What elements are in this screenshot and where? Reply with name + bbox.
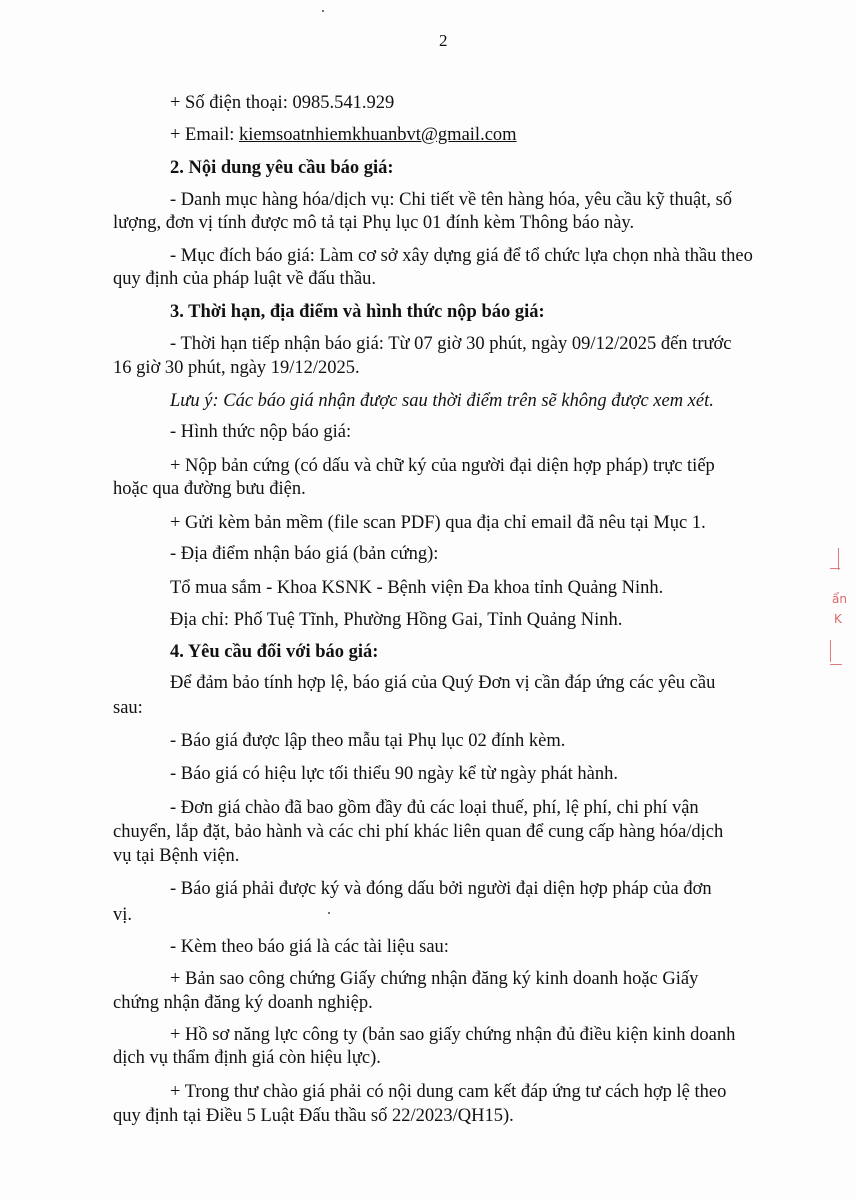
price-line-3: vụ tại Bệnh viện. xyxy=(113,846,240,866)
attachment-3-line-1: + Trong thư chào giá phải có nội dung cam kết đáp ứng tư cách hợp lệ theo xyxy=(170,1082,727,1102)
late-submission-note: Lưu ý: Các báo giá nhận được sau thời điểm trên sẽ không được xem xét. xyxy=(170,391,714,411)
hard-copy-line-2: hoặc qua đường bưu điện. xyxy=(113,479,306,499)
section-2-heading: 2. Nội dung yêu cầu báo giá: xyxy=(170,158,394,178)
purpose-line-2: quy định của pháp luật về đấu thầu. xyxy=(113,269,377,289)
email-label: + Email: xyxy=(170,125,240,145)
requirements-intro-line-2: sau: xyxy=(113,698,143,718)
page-number: 2 xyxy=(439,31,448,50)
price-line-1: - Đơn giá chào đã bao gồm đầy đủ các loại thuế, phí, lệ phí, chi phí vận xyxy=(170,798,699,818)
email-line xyxy=(170,124,517,146)
attachment-1-line-1: + Bản sao công chứng Giấy chứng nhận đăng ký kinh doanh hoặc Giấy xyxy=(170,969,699,989)
signature-line-1: - Báo giá phải được ký và đóng dấu bởi người đại diện hợp pháp của đơn xyxy=(170,879,712,899)
document-page: 2 + Số điện thoại: 0985.541.929 + Email: kiemsoatnhiemkhuanbvt@gmail.com 2. Nội dung yêu cầu báo giá: - Danh mục hàng hóa/dịch vụ: Chi tiết về tên hàng hóa, yêu cầu kỹ thuật, số lượng, đơn vị tính được mô tả tại Phụ lục 01 đính kèm Thông báo này. - Mục đích báo giá: Làm cơ sở xây dựng giá để tổ chức lựa chọn nhà thầu theo quy định của pháp luật về đấu thầu. 3. Thời hạn, địa điểm và hình thức nộp báo giá: - Thời hạn tiếp nhận báo giá: Từ 07 giờ 30 phút, ngày 09/12/2025 đến trước 16 giờ 30 phút, ngày 19/12/2025. Lưu ý: Các báo giá nhận được sau thời điểm trên sẽ không được xem xét. - Hình thức nộp báo giá: + Nộp bản cứng (có dấu và chữ ký của người đại diện hợp pháp) trực tiếp hoặc qua đường bưu điện. + Gửi kèm bản mềm (file scan PDF) qua địa chỉ email đã nêu tại Mục 1. - Địa điểm nhận báo giá (bản cứng): Tổ mua sắm - Khoa KSNK - Bệnh viện Đa khoa tỉnh Quảng Ninh. Địa chỉ: Phố Tuệ Tĩnh, Phường Hồng Gai, Tỉnh Quảng Ninh. 4. Yêu cầu đối với báo giá: Để đảm bảo tính hợp lệ, báo giá của Quý Đơn vị cần đáp ứng các yêu cầu sau: - Báo giá được lập theo mẫu tại Phụ lục 02 đính kèm. - Báo giá có hiệu lực tối thiểu 90 ngày kể từ ngày phát hành. - Đơn giá chào đã bao gồm đầy đủ các loại thuế, phí, lệ phí, chi phí vận chuyển, lắp đặt, bảo hành và các chi phí khác liên quan để cung cấp hàng hóa/dịch vụ tại Bệnh viện. - Báo giá phải được ký và đóng dấu bởi người đại diện hợp pháp của đơn vị. - Kèm theo báo giá là các tài liệu sau: + Bản sao công chứng Giấy chứng nhận đăng ký kinh doanh hoặc Giấy chứng nhận đăng ký doanh nghiệp. + Hồ sơ năng lực công ty (bản sao giấy chứng nhận đủ điều kiện kinh doanh dịch vụ thẩm định giá còn hiệu lực). + Trong thư chào giá phải có nội dung cam kết đáp ứng tư cách hợp lệ theo quy định tại Điều 5 Luật Đấu thầu số 22/2023/QH15). ẩn K xyxy=(0,0,855,1200)
attachment-1-line-2: chứng nhận đăng ký doanh nghiệp. xyxy=(113,993,373,1013)
section-3-heading: 3. Thời hạn, địa điểm và hình thức nộp báo giá: xyxy=(170,302,545,322)
location-unit: Tổ mua sắm - Khoa KSNK - Bệnh viện Đa khoa tỉnh Quảng Ninh. xyxy=(170,578,664,598)
attachment-2-line-2: dịch vụ thẩm định giá còn hiệu lực). xyxy=(113,1048,381,1068)
signature-line-2: vị. xyxy=(113,905,133,925)
scan-speck xyxy=(322,10,324,12)
requirements-intro-line-1: Để đảm bảo tính hợp lệ, báo giá của Quý Đơn vị cần đáp ứng các yêu cầu xyxy=(170,673,716,693)
purpose-line-1: - Mục đích báo giá: Làm cơ sở xây dựng giá để tổ chức lựa chọn nhà thầu theo xyxy=(170,246,753,266)
scan-speck xyxy=(328,912,330,914)
location-address: Địa chỉ: Phố Tuệ Tĩnh, Phường Hồng Gai, Tỉnh Quảng Ninh. xyxy=(170,610,623,630)
location-heading: - Địa điểm nhận báo giá (bản cứng): xyxy=(170,544,439,564)
attachments-heading: - Kèm theo báo giá là các tài liệu sau: xyxy=(170,937,449,957)
email-link[interactable]: kiemsoatnhiemkhuanbvt@gmail.com xyxy=(239,125,517,145)
phone-line: + Số điện thoại: 0985.541.929 xyxy=(170,93,395,113)
form-template-line: - Báo giá được lập theo mẫu tại Phụ lục 02 đính kèm. xyxy=(170,731,566,751)
submission-form-heading: - Hình thức nộp báo giá: xyxy=(170,422,352,442)
validity-line: - Báo giá có hiệu lực tối thiểu 90 ngày kể từ ngày phát hành. xyxy=(170,764,619,784)
goods-line-1: - Danh mục hàng hóa/dịch vụ: Chi tiết về tên hàng hóa, yêu cầu kỹ thuật, số xyxy=(170,190,733,210)
attachment-2-line-1: + Hồ sơ năng lực công ty (bản sao giấy chứng nhận đủ điều kiện kinh doanh xyxy=(170,1025,736,1045)
goods-line-2: lượng, đơn vị tính được mô tả tại Phụ lục 01 đính kèm Thông báo này. xyxy=(113,213,635,233)
deadline-line-1: - Thời hạn tiếp nhận báo giá: Từ 07 giờ 30 phút, ngày 09/12/2025 đến trước xyxy=(170,334,732,354)
hard-copy-line-1: + Nộp bản cứng (có dấu và chữ ký của người đại diện hợp pháp) trực tiếp xyxy=(170,456,715,476)
soft-copy-line: + Gửi kèm bản mềm (file scan PDF) qua địa chỉ email đã nêu tại Mục 1. xyxy=(170,513,706,533)
attachment-3-line-2: quy định tại Điều 5 Luật Đấu thầu số 22/2023/QH15). xyxy=(113,1106,514,1126)
price-line-2: chuyển, lắp đặt, bảo hành và các chi phí khác liên quan để cung cấp hàng hóa/dịch xyxy=(113,822,724,842)
section-4-heading: 4. Yêu cầu đối với báo giá: xyxy=(170,642,379,662)
deadline-line-2: 16 giờ 30 phút, ngày 19/12/2025. xyxy=(113,358,360,378)
